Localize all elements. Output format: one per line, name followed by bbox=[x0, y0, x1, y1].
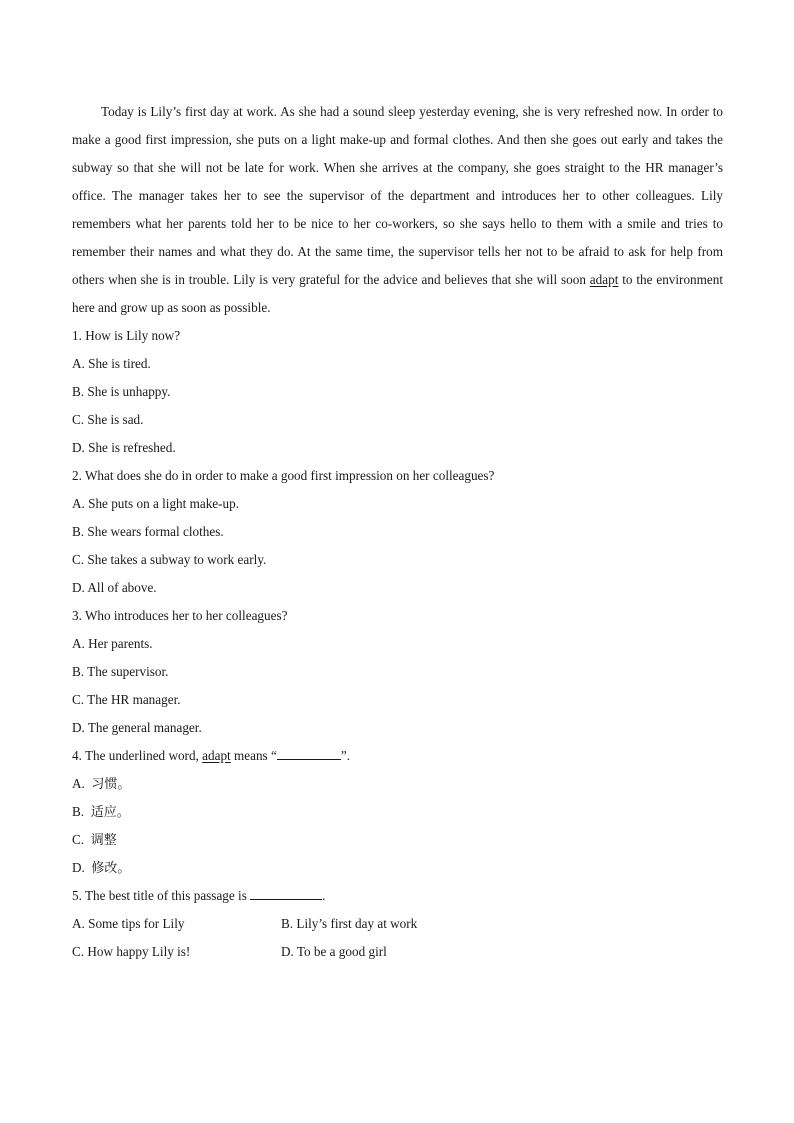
question-3-option-d[interactable]: D. The general manager. bbox=[72, 720, 202, 735]
question-2-option-d[interactable]: D. All of above. bbox=[72, 580, 157, 595]
question-5-stem bbox=[72, 882, 723, 910]
question-5-option-b[interactable]: B. Lily’s first day at work bbox=[281, 916, 418, 931]
question-3-option-c[interactable]: C. The HR manager. bbox=[72, 692, 181, 707]
question-4-option-d[interactable] bbox=[72, 854, 723, 882]
question-4-answer-blank[interactable] bbox=[277, 747, 341, 760]
question-2-option-c[interactable]: C. She takes a subway to work early. bbox=[72, 552, 267, 567]
question-3-stem: 3. Who introduces her to her colleagues? bbox=[72, 608, 288, 623]
question-4-option-b[interactable] bbox=[72, 798, 723, 826]
question-4-option-a-text: 习惯。 bbox=[91, 777, 131, 792]
question-2-option-a[interactable]: A. She puts on a light make-up. bbox=[72, 496, 240, 511]
question-4-option-c[interactable] bbox=[72, 826, 723, 854]
question-4-option-c-text: 调整 bbox=[90, 833, 117, 848]
question-1-option-b[interactable]: B. She is unhappy. bbox=[72, 384, 171, 399]
question-4-stem-mid: means “ bbox=[230, 748, 277, 763]
question-4-option-a[interactable] bbox=[72, 770, 723, 798]
question-4-option-a-label: A. bbox=[72, 776, 85, 791]
question-5-option-a[interactable]: A. Some tips for Lily bbox=[72, 916, 185, 931]
question-4-option-d-label: D. bbox=[72, 860, 85, 875]
passage-text-part2: to the environment here and grow up as soon as possible. bbox=[72, 272, 723, 315]
question-2-option-b[interactable]: B. She wears formal clothes. bbox=[72, 524, 224, 539]
question-5-option-c[interactable]: C. How happy Lily is! bbox=[72, 944, 191, 959]
question-3-option-a[interactable]: A. Her parents. bbox=[72, 636, 153, 651]
question-4-underlined-word: adapt bbox=[202, 748, 231, 763]
question-5-options-row-1 bbox=[72, 910, 723, 938]
question-3-option-b[interactable]: B. The supervisor. bbox=[72, 664, 169, 679]
question-4-stem-before: 4. The underlined word, bbox=[72, 748, 203, 763]
question-1-stem: 1. How is Lily now? bbox=[72, 328, 181, 343]
question-5-stem-after: . bbox=[322, 888, 326, 903]
question-4-option-d-text: 修改。 bbox=[91, 861, 131, 876]
question-4-option-b-text: 适应。 bbox=[90, 805, 130, 820]
question-1-option-d[interactable]: D. She is refreshed. bbox=[72, 440, 176, 455]
reading-passage bbox=[72, 98, 723, 322]
question-5-options-row-2 bbox=[72, 938, 723, 966]
question-5-option-d[interactable]: D. To be a good girl bbox=[281, 944, 387, 959]
question-5-answer-blank[interactable] bbox=[250, 887, 322, 900]
question-1-option-a[interactable]: A. She is tired. bbox=[72, 356, 151, 371]
question-2-stem: 2. What does she do in order to make a good first impression on her colleagues? bbox=[72, 468, 495, 483]
underlined-word-adapt: adapt bbox=[589, 272, 619, 287]
worksheet-page bbox=[72, 98, 723, 966]
question-5-stem-before: 5. The best title of this passage is bbox=[72, 888, 251, 903]
question-4-stem bbox=[72, 742, 723, 770]
question-1-option-c[interactable]: C. She is sad. bbox=[72, 412, 144, 427]
passage-text-part1: Today is Lily’s first day at work. As she had a sound sleep yesterday evening, she is very refreshed now. In order to make a good first impression, she puts on a light make-up and formal clothes. And then she goes out early and takes the subway so that she will not be late for work. When she arrives at the company, she goes straight to the HR manager’s office. The manager takes her to see the supervisor of the department and introduces her to other colleagues. Lily remembers what her parents told her to be nice to her co-workers, so she says hello to them with a smile and tries to remember their names and what they do. At the same time, the supervisor tells her not to be afraid to ask for help from others when she is in trouble. Lily is very grateful for the advice and believes that she will soon bbox=[72, 104, 723, 287]
question-4-option-c-label: C. bbox=[72, 832, 85, 847]
question-4-option-b-label: B. bbox=[72, 804, 85, 819]
question-4-stem-after: ”. bbox=[340, 748, 350, 763]
